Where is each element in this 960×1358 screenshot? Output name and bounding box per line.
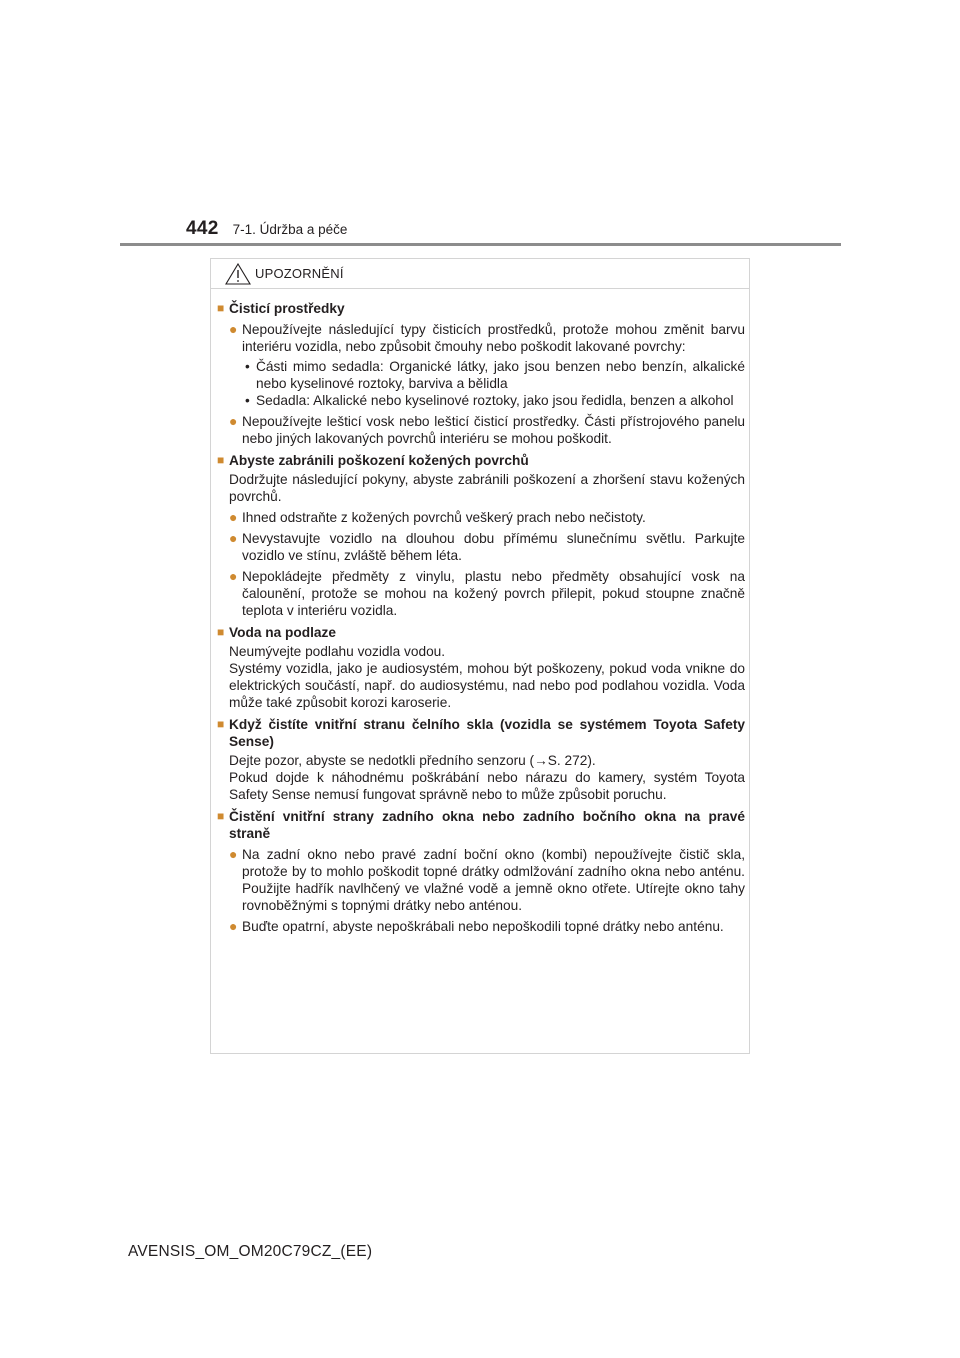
square-marker: ■ xyxy=(217,809,225,823)
page-header xyxy=(186,218,347,242)
warning-triangle-icon xyxy=(225,263,251,285)
bullet-item xyxy=(217,509,745,526)
paragraph: Systémy vozidla, jako je audiosystém, mohou být poškozeny, pokud voda vnikne do elektrických součástí, např. do audiosystému, nad nebo pod podlahou vozidla. Voda může také způsobit korozi karoserie. xyxy=(229,661,745,710)
dot-marker: ● xyxy=(229,413,238,429)
page-number: 442 xyxy=(186,218,219,239)
dot-marker: ● xyxy=(229,918,238,934)
section-heading xyxy=(217,808,745,842)
sub-text: Sedadla: Alkalické nebo kyselinové roztoky, jako jsou ředidla, benzen a alkohol xyxy=(256,393,734,408)
dot-marker: ● xyxy=(229,846,238,862)
bullet-item xyxy=(217,413,745,447)
section-title: 7-1. Údržba a péče xyxy=(232,222,348,237)
bullet-item xyxy=(217,530,745,564)
section-heading xyxy=(217,716,745,750)
square-marker: ■ xyxy=(217,453,225,467)
paragraph: Pokud dojde k náhodnému poškrábání nebo nárazu do kamery, systém Toyota Safety Sense nemusí fungovat správně nebo to může způsobit poruchu. xyxy=(229,770,745,802)
section-heading-text: Čisticí prostředky xyxy=(229,301,345,316)
section-heading-text: Když čistíte vnitřní stranu čelního skla (vozidla se systémem Toyota Safety Sense) xyxy=(229,717,745,749)
section-heading xyxy=(217,300,745,317)
paragraph: Neumývejte podlahu vozidla vodou. xyxy=(229,644,446,659)
sub-marker: • xyxy=(245,393,250,408)
bullet-text: Ihned odstraňte z kožených povrchů veškerý prach nebo nečistoty. xyxy=(242,510,646,525)
paragraph: Dodržujte následující pokyny, abyste zabránili poškození a zhoršení stavu kožených povrchů. xyxy=(229,472,745,504)
bullet-text: Na zadní okno nebo pravé zadní boční okno (kombi) nepoužívejte čistič skla, protože by to mohlo poškodit topné drátky odmlžování zadního okna nebo anténu. Použijte hadřík navlhčený ve vlažné vodě a jemně okno otřete. Utírejte okno tahy rovnoběžnými s topnými drátky nebo anténou. xyxy=(242,847,745,913)
sub-marker: • xyxy=(245,359,250,374)
bullet-text: Nevystavujte vozidlo na dlouhou dobu přímému slunečnímu světlu. Parkujte vozidlo ve stínu, zvláště během léta. xyxy=(242,531,745,563)
section-heading xyxy=(217,452,745,469)
square-marker: ■ xyxy=(217,717,225,731)
dot-marker: ● xyxy=(229,321,238,337)
header-rule xyxy=(120,243,841,246)
bullet-item xyxy=(217,846,745,914)
square-marker: ■ xyxy=(217,301,225,315)
warning-header xyxy=(211,259,749,289)
warning-box xyxy=(210,258,750,1054)
dot-marker: ● xyxy=(229,568,238,584)
section-heading-text: Abyste zabránili poškození kožených povrchů xyxy=(229,453,529,468)
dot-marker: ● xyxy=(229,509,238,525)
bullet-text: Nepoužívejte následující typy čisticích prostředků, protože mohou změnit barvu interiéru vozidla, nebo způsobit čmouhy nebo poškodit lakované povrchy: xyxy=(242,322,745,354)
section-heading xyxy=(217,624,745,641)
section-heading-text: Čistění vnitřní strany zadního okna nebo zadního bočního okna na pravé straně xyxy=(229,809,745,841)
bullet-item xyxy=(217,918,745,935)
warning-body xyxy=(217,300,745,935)
section-heading-text: Voda na podlaze xyxy=(229,625,336,640)
bullet-text: Nepokládejte předměty z vinylu, plastu nebo předměty obsahující vosk na čalounění, protože se mohou na kožený povrch přilepit, pokud stoupne značně teplota v interiéru vozidla. xyxy=(242,569,745,618)
sub-text: Části mimo sedadla: Organické látky, jako jsou benzen nebo benzín, alkalické nebo kyselinové roztoky, barviva a bělidla xyxy=(256,359,745,391)
dot-marker: ● xyxy=(229,530,238,546)
bullet-item xyxy=(217,321,745,355)
sub-item xyxy=(217,358,745,392)
bullet-item xyxy=(217,568,745,619)
bullet-text: Nepoužívejte lešticí vosk nebo lešticí čisticí prostředky. Části přístrojového panelu nebo jiných lakovaných povrchů interiéru se mohou poškodit. xyxy=(242,414,745,446)
warning-label: UPOZORNĚNÍ xyxy=(255,266,344,281)
square-marker: ■ xyxy=(217,625,225,639)
paragraph: Dejte pozor, abyste se nedotkli předního senzoru (→S. 272). xyxy=(229,753,596,768)
document-code: AVENSIS_OM_OM20C79CZ_(EE) xyxy=(128,1243,373,1260)
bullet-text: Buďte opatrní, abyste nepoškrábali nebo nepoškodili topné drátky nebo anténu. xyxy=(242,919,724,934)
sub-item xyxy=(217,392,745,409)
